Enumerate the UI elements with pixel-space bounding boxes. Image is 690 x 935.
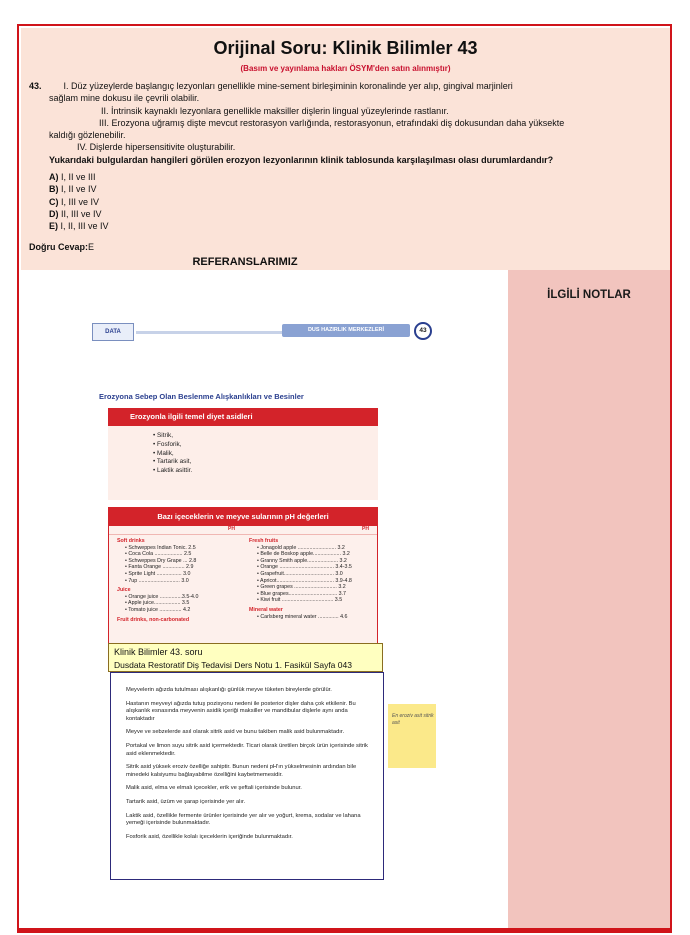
ph-col-label: PH bbox=[243, 526, 377, 535]
question-number: 43. bbox=[29, 81, 42, 91]
list-item: • Tartarik asit, bbox=[153, 458, 192, 466]
reference-paragraph: Portakal ve limon suyu sitrik asid içermektedir. Ticari olarak üretilen birçok ürün içerisinde sitrik asid eklenmektedir. bbox=[126, 742, 368, 757]
question-section bbox=[21, 28, 670, 270]
list-item: • Sitrik, bbox=[153, 432, 173, 439]
ph-item: • Apple juice.................. 3.5 bbox=[125, 600, 190, 607]
option-b: B) I, II ve IV bbox=[49, 184, 97, 195]
page-number-badge: 43 bbox=[414, 322, 432, 340]
sticky-note bbox=[388, 704, 436, 768]
ph-item: • Granny Smith apple..................... 3.2 bbox=[257, 557, 347, 564]
option-c: C) I, III ve IV bbox=[49, 196, 100, 207]
option-d: D) II, III ve IV bbox=[49, 208, 102, 219]
ph-item: • Carlsberg mineral water .............. 4.6 bbox=[257, 613, 348, 620]
ph-category: Mineral water bbox=[249, 606, 283, 613]
reference-paragraph: Malik asid, elma ve elmalı içecekler, erik ve şeftali içerisinde bulunur. bbox=[126, 785, 302, 792]
reference-heading: Erozyona Sebep Olan Beslenme Alışkanlıkları ve Besinler bbox=[99, 392, 304, 401]
ph-item: • Coca Cola ................... 2.5 bbox=[125, 551, 192, 558]
references-title: REFERANSLARIMIZ bbox=[192, 256, 298, 268]
ph-right-column bbox=[249, 538, 374, 620]
list-item: • Malik, bbox=[153, 449, 174, 457]
reference-banner bbox=[92, 321, 432, 347]
reference-paragraph: Laktik asid, özellikle fermente ürünler içerisinde yer alır ve yoğurt, krema, sodalar ve lahana yemeği içerisinde bulunmaktadır. bbox=[126, 812, 361, 827]
ph-item: • Belle de Boskop apple................... 3.2 bbox=[257, 551, 350, 558]
ph-col-label: PH bbox=[109, 526, 243, 535]
ph-category: Fresh fruits bbox=[249, 538, 279, 544]
acid-box-title: Erozyonla ilgili temel diyet asidleri bbox=[108, 408, 378, 426]
option-a: A) I, II ve III bbox=[49, 172, 96, 182]
reference-paragraph: Meyve ve sebzelerde asıl olarak sitrik asid ve bunu takiben malik asid bulunmaktadır. bbox=[126, 729, 345, 736]
ph-category: Soft drinks bbox=[117, 538, 145, 544]
ph-item: • Sprite Light ................. 3.0 bbox=[125, 570, 191, 577]
copyright-subtitle: (Basım ve yayınlama hakları ÖSYM'den satın alınmıştır) bbox=[240, 64, 451, 73]
statement-1-cont: sağlam mine dokusu ile çevrili olabilir. bbox=[49, 93, 200, 104]
ph-table-title: Bazı içeceklerin ve meyve sularının pH değerleri bbox=[109, 508, 377, 526]
statement-3-cont: kaldığı gözlenebilir. bbox=[49, 130, 126, 141]
tooltip-title: Klinik Bilimler 43. soru bbox=[114, 647, 203, 657]
acid-box bbox=[108, 408, 378, 500]
ph-item: • Blue grapes................................. 3.7 bbox=[257, 590, 346, 597]
reference-paragraph: Meyvelerin ağızda tutulması alışkanlığı günlük meyve tüketen bireylerde görülür. bbox=[126, 687, 332, 693]
ph-item: • Schweppes Dry Grape ... 2.8 bbox=[125, 557, 197, 564]
statement-1: I. Düz yüzeylerde başlangıç lezyonları genellikle mine-sement birleşiminin koronalinde yer alıp, gingival marjinleri bbox=[63, 81, 513, 91]
option-e: E) I, II, III ve IV bbox=[49, 221, 109, 232]
ph-item: • Jonagold apple .......................... 3.2 bbox=[257, 544, 345, 551]
ph-item: • Apricot....................................... 3.9-4.8 bbox=[257, 577, 352, 584]
notes-panel bbox=[508, 270, 670, 932]
answer-options bbox=[49, 171, 109, 232]
reference-paragraph: Tartarik asid, üzüm ve şarap içerisinde yer alır. bbox=[126, 798, 246, 805]
ph-item: • Orange juice ...............3.5-4.0 bbox=[125, 593, 199, 600]
reference-text-box bbox=[110, 672, 384, 880]
statement-4: IV. Dişlerde hipersensitivite oluşturabilir. bbox=[77, 142, 236, 153]
ph-item: • Green grapes ............................. 3.2 bbox=[257, 584, 346, 591]
statement-3: III. Erozyona uğramış dişte mevcut restorasyon varlığında, restorasyonun, etrafındaki diş dokusundan daha yüksekte bbox=[99, 117, 565, 128]
reference-tooltip bbox=[108, 643, 383, 672]
notes-title: İLGİLİ NOTLAR bbox=[547, 289, 631, 301]
sticky-note-text: En eroziv asit sitrik asit bbox=[392, 713, 434, 726]
ph-item: • Orange ..................................... 3.4-3.5 bbox=[257, 564, 352, 571]
list-item: • Laktik asittir. bbox=[153, 467, 193, 475]
reference-paragraph: Fosforik asid, özellikle kolalı içeceklerin içeriğinde bulunmaktadır. bbox=[126, 833, 293, 840]
list-item: • Fosforik, bbox=[153, 440, 182, 448]
ph-item: • Grapefruit.................................. 3.0 bbox=[257, 570, 343, 577]
ph-item: • Tomato juice ............... 4.2 bbox=[125, 606, 191, 613]
ph-item: • Fanta Orange ............... 2.9 bbox=[125, 564, 194, 571]
ph-category: Fruit drinks, non-carbonated bbox=[117, 616, 190, 623]
question-text bbox=[29, 80, 654, 166]
ph-item: • 7up ............................ 3.0 bbox=[125, 577, 189, 584]
bottom-bar bbox=[17, 928, 672, 933]
banner-label: DUS HAZIRLIK MERKEZLERİ bbox=[282, 324, 410, 337]
tooltip-source: Dusdata Restoratif Diş Tedavisi Ders Notu 1. Fasikül Sayfa 043 bbox=[114, 660, 352, 670]
reference-paragraph: Sitrik asid yüksek eroziv özelliğe sahiptir. Bunun nedeni pH'ın yükselmesinin ardından bile minedeki kalsiyumu bağlayabilme özelliğini kaybetmemesidir. bbox=[126, 764, 357, 778]
dusdata-logo: DATA bbox=[92, 323, 134, 341]
ph-subheader bbox=[109, 526, 377, 535]
reference-paragraph: Hastanın meyveyi ağızda tutuş pozisyonu nedeni ile posterior dişler daha çok etkilenir. Bu alışkanlık esnasında meyvenin asidik içeriği maksiller ve mandibular dişlerle aynı anda kontaktadır bbox=[126, 700, 356, 722]
ph-category: Juice bbox=[117, 587, 131, 594]
statement-2: II. İntrinsik kaynaklı lezyonlara genellikle maksiller dişlerin lingual yüzeylerinde rastlanır. bbox=[101, 105, 449, 116]
question-stem: Yukarıdaki bulgulardan hangileri görülen erozyon lezyonlarının klinik tablosunda karşılaşılması olası durumlardandır? bbox=[49, 154, 554, 165]
correct-answer: Doğru Cevap:E bbox=[29, 242, 95, 252]
ph-item: • Kiwi fruit ................................... 3.5 bbox=[257, 597, 343, 604]
reference-paragraphs bbox=[111, 673, 383, 841]
ph-item: • Schweppes Indian Tonic. 2.5 bbox=[125, 544, 196, 551]
acid-list bbox=[108, 426, 378, 476]
ph-left-column bbox=[117, 538, 242, 623]
page-title: Orijinal Soru: Klinik Bilimler 43 bbox=[213, 38, 478, 58]
